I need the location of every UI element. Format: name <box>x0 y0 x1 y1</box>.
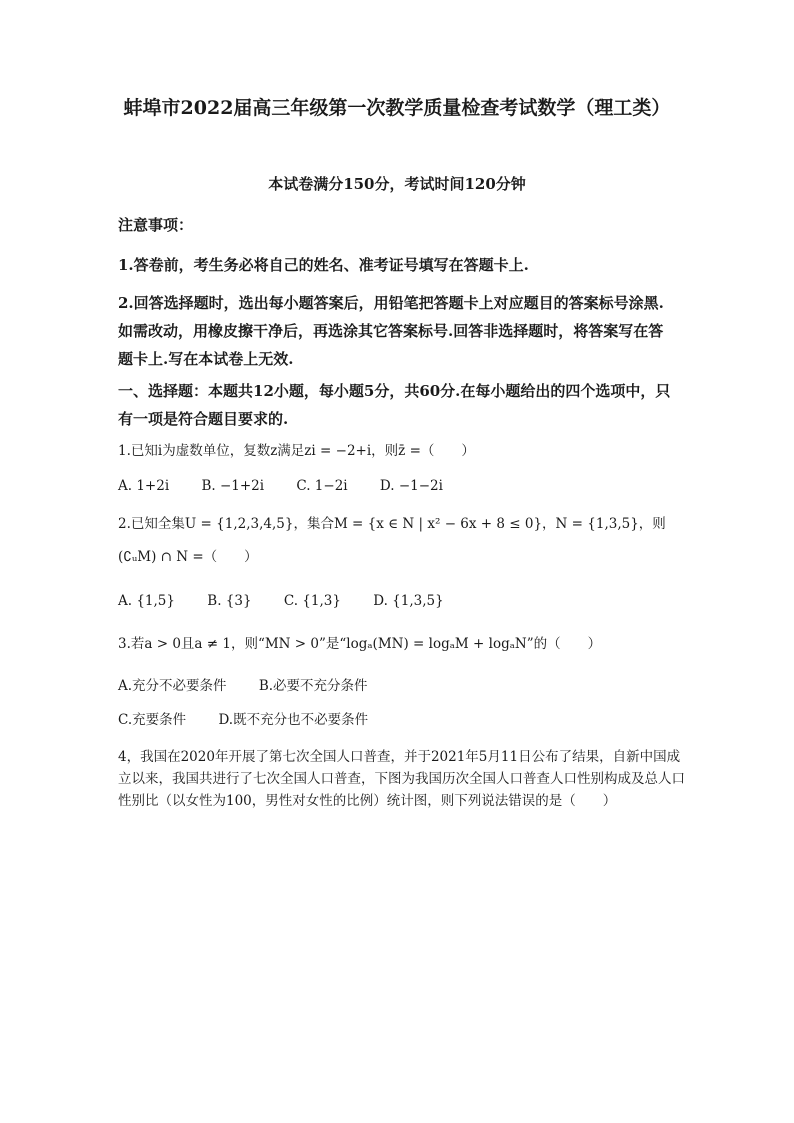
exam-title: 蚌埠市2022届高三年级第一次教学质量检查考试数学（理工类） <box>123 97 671 119</box>
notice-item-1: 1.答卷前，考生务必将自己的姓名、准考证号填写在答题卡上. <box>118 256 529 274</box>
question-3-choice-d: D.既不充分也不必要条件 <box>218 712 369 728</box>
question-3-choices-row-1 <box>118 673 688 699</box>
question-3-choice-a: A.充分不必要条件 <box>118 678 227 694</box>
question-3-choice-c: C.充要条件 <box>118 712 187 728</box>
question-1-stem: 1.已知i为虚数单位，复数z满足zi = −2+i，则z̄ =（ ） <box>118 443 475 459</box>
question-3-stem: 3.若a > 0且a ≠ 1，则“MN > 0”是“logₐ(MN) = logₐM + logₐN”的（ ） <box>118 636 602 652</box>
question-2-stem-line-1: 2.已知全集U = {1,2,3,4,5}，集合M = {x ∈ N | x² − 6x + 8 ≤ 0}，N = {1,3,5}，则 <box>118 516 666 532</box>
question-3-choice-b: B.必要不充分条件 <box>258 678 368 694</box>
question-2-choices <box>118 588 688 614</box>
question-3-choices-row-2 <box>118 707 688 733</box>
notice-heading: 注意事项： <box>118 216 194 234</box>
question-2-choice-c: C. {1,3} <box>283 593 341 609</box>
question-2-choice-d: D. {1,3,5} <box>373 593 444 609</box>
question-1-choice-d: D. −1−2i <box>379 478 443 494</box>
question-1-choice-a: A. 1+2i <box>118 478 170 494</box>
question-2-choice-b: B. {3} <box>207 593 252 609</box>
exam-subtitle: 本试卷满分150分，考试时间120分钟 <box>268 175 526 193</box>
question-2-choice-a: A. {1,5} <box>118 593 175 609</box>
question-4-stem: 4，我国在2020年开展了第七次全国人口普查，并于2021年5月11日公布了结果，自新中国成立以来，我国共进行了七次全国人口普查，下图为我国历次全国人口普查人口性别构成及总人口性别比（以女性为100，男性对女性的比例）统计图，则下列说法错误的是（ ） <box>118 749 685 809</box>
question-1-choice-b: B. −1+2i <box>201 478 265 494</box>
question-1-choice-c: C. 1−2i <box>296 478 348 494</box>
notice-item-2: 2.回答选择题时，选出每小题答案后，用铅笔把答题卡上对应题目的答案标号涂黑.如需改动，用橡皮擦干净后，再选涂其它答案标号.回答非选择题时，将答案写在答题卡上.写在本试卷上无效. <box>118 294 664 368</box>
section-1-heading: 一、选择题：本题共12小题，每小题5分，共60分.在每小题给出的四个选项中，只有一项是符合题目要求的. <box>118 382 671 428</box>
question-2-stem-line-2: (∁ᵤM) ∩ N =（ ） <box>118 549 258 565</box>
question-1-choices <box>118 473 688 499</box>
